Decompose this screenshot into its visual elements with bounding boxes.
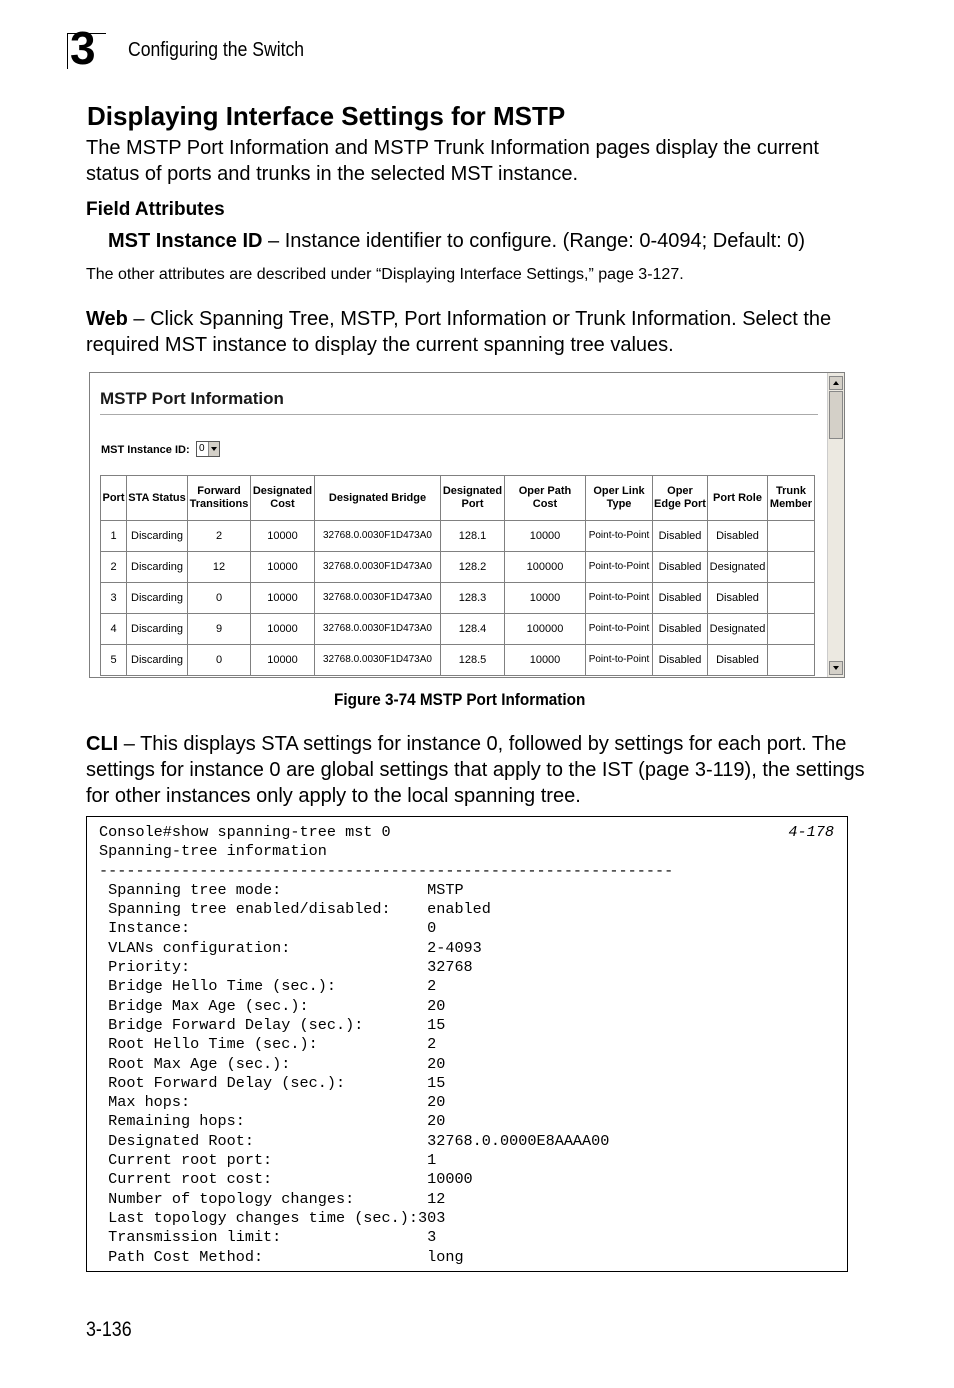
field-attribute-item bbox=[108, 230, 805, 253]
mst-instance-value: 0 bbox=[199, 443, 205, 454]
cell-port: 1 bbox=[101, 521, 127, 552]
vertical-scrollbar[interactable] bbox=[827, 373, 845, 677]
cell-designated-cost: 10000 bbox=[251, 521, 315, 552]
cell-port-role: Disabled bbox=[708, 521, 768, 552]
cli-output-line: Transmission limit: 3 bbox=[108, 1228, 437, 1247]
cell-forward-transitions: 0 bbox=[188, 645, 251, 676]
cell-designated-bridge: 32768.0.0030F1D473A0 bbox=[315, 521, 441, 552]
cell-port: 5 bbox=[101, 645, 127, 676]
cell-oper-path-cost: 100000 bbox=[505, 552, 586, 583]
table-row bbox=[101, 583, 815, 614]
cli-output-line: Bridge Forward Delay (sec.): 15 bbox=[108, 1015, 446, 1034]
cli-output-line: Instance: 0 bbox=[108, 919, 437, 938]
col-header-sta-status: STA Status bbox=[127, 476, 188, 521]
col-header-oper-path-cost: Oper Path Cost bbox=[505, 476, 586, 521]
cell-forward-transitions: 2 bbox=[188, 521, 251, 552]
cell-designated-cost: 10000 bbox=[251, 614, 315, 645]
cell-oper-link-type: Point-to-Point bbox=[586, 521, 653, 552]
section-title: Displaying Interface Settings for MSTP bbox=[87, 101, 566, 131]
cell-forward-transitions: 12 bbox=[188, 552, 251, 583]
cell-port-role: Disabled bbox=[708, 583, 768, 614]
table-header-row bbox=[101, 476, 815, 521]
cell-designated-cost: 10000 bbox=[251, 583, 315, 614]
cell-sta-status: Discarding bbox=[127, 521, 188, 552]
cell-port-role: Disabled bbox=[708, 645, 768, 676]
cli-output-line: Priority: 32768 bbox=[108, 958, 473, 977]
cell-designated-port: 128.3 bbox=[441, 583, 505, 614]
cell-sta-status: Discarding bbox=[127, 583, 188, 614]
title-divider bbox=[100, 414, 818, 416]
cell-designated-port: 128.1 bbox=[441, 521, 505, 552]
cli-output-lines bbox=[99, 842, 673, 1265]
cell-oper-edge-port: Disabled bbox=[653, 614, 708, 645]
chapter-title: Configuring the Switch bbox=[128, 39, 305, 61]
cli-output bbox=[99, 823, 673, 1267]
cell-forward-transitions: 0 bbox=[188, 583, 251, 614]
col-header-forward-transitions: Forward Transitions bbox=[188, 476, 251, 521]
cell-sta-status: Discarding bbox=[127, 552, 188, 583]
cell-designated-bridge: 32768.0.0030F1D473A0 bbox=[315, 552, 441, 583]
col-header-port-role: Port Role bbox=[708, 476, 768, 521]
table-row bbox=[101, 614, 815, 645]
cli-command: Console#show spanning-tree mst 0 bbox=[99, 823, 391, 841]
cell-designated-bridge: 32768.0.0030F1D473A0 bbox=[315, 645, 441, 676]
cell-oper-edge-port: Disabled bbox=[653, 583, 708, 614]
cli-output-line: Number of topology changes: 12 bbox=[108, 1189, 446, 1208]
cell-oper-edge-port: Disabled bbox=[653, 645, 708, 676]
cli-output-line: Last topology changes time (sec.):303 bbox=[108, 1208, 446, 1227]
cell-port: 3 bbox=[101, 583, 127, 614]
cli-output-line: Remaining hops: 20 bbox=[108, 1112, 446, 1131]
cell-port-role: Designated bbox=[708, 552, 768, 583]
cli-output-line: Designated Root: 32768.0.0000E8AAAA00 bbox=[108, 1131, 610, 1150]
cell-trunk-member bbox=[768, 552, 815, 583]
cell-sta-status: Discarding bbox=[127, 645, 188, 676]
cell-designated-bridge: 32768.0.0030F1D473A0 bbox=[315, 614, 441, 645]
command-reference: 4-178 bbox=[788, 823, 834, 841]
cell-forward-transitions: 9 bbox=[188, 614, 251, 645]
cli-output-line: Path Cost Method: long bbox=[99, 1247, 464, 1266]
figure-page-title: MSTP Port Information bbox=[100, 389, 284, 408]
cli-output-line: Root Hello Time (sec.): 2 bbox=[108, 1035, 437, 1054]
cell-oper-edge-port: Disabled bbox=[653, 552, 708, 583]
cell-designated-port: 128.2 bbox=[441, 552, 505, 583]
cli-output-line: Bridge Hello Time (sec.): 2 bbox=[108, 977, 437, 996]
page-number: 3-136 bbox=[86, 1318, 132, 1341]
scroll-down-icon[interactable] bbox=[829, 661, 843, 675]
field-name: MST Instance ID bbox=[108, 230, 263, 252]
cell-trunk-member bbox=[768, 583, 815, 614]
mst-instance-select[interactable] bbox=[196, 441, 220, 457]
cell-trunk-member bbox=[768, 614, 815, 645]
cli-output-line: Max hops: 20 bbox=[108, 1093, 446, 1112]
cell-trunk-member bbox=[768, 521, 815, 552]
cli-output-line: Current root port: 1 bbox=[108, 1151, 437, 1170]
figure-caption: Figure 3-74 MSTP Port Information bbox=[334, 690, 586, 709]
field-attributes-heading: Field Attributes bbox=[86, 199, 225, 220]
other-attributes-note: The other attributes are described under “Displaying Interface Settings,” page 3-127. bbox=[86, 266, 684, 283]
cell-oper-link-type: Point-to-Point bbox=[586, 552, 653, 583]
cli-output-box bbox=[86, 816, 848, 1272]
table-row bbox=[101, 645, 815, 676]
web-text: – Click Spanning Tree, MSTP, Port Information or Trunk Information. Select the required MST instance to display the current spanning tree values. bbox=[86, 308, 832, 356]
cell-designated-cost: 10000 bbox=[251, 645, 315, 676]
col-header-port: Port bbox=[101, 476, 127, 521]
col-header-trunk-member: Trunk Member bbox=[768, 476, 815, 521]
cell-oper-link-type: Point-to-Point bbox=[586, 614, 653, 645]
cli-output-line: Root Max Age (sec.): 20 bbox=[108, 1054, 446, 1073]
col-header-oper-link-type: Oper Link Type bbox=[586, 476, 653, 521]
cell-designated-cost: 10000 bbox=[251, 552, 315, 583]
table-row bbox=[101, 521, 815, 552]
cli-paragraph bbox=[86, 731, 866, 809]
cell-port: 4 bbox=[101, 614, 127, 645]
cell-oper-path-cost: 10000 bbox=[505, 645, 586, 676]
cli-text: – This displays STA settings for instance 0, followed by settings for each port. The settings for instance 0 are global settings that apply to the IST (page 3-119), the settings for other instances only apply to the local spanning tree. bbox=[86, 733, 865, 807]
cell-designated-port: 128.4 bbox=[441, 614, 505, 645]
cli-label: CLI bbox=[86, 733, 119, 755]
cell-oper-edge-port: Disabled bbox=[653, 521, 708, 552]
cli-output-line: Current root cost: 10000 bbox=[108, 1170, 473, 1189]
chevron-down-icon[interactable] bbox=[208, 442, 219, 456]
cli-output-line: Bridge Max Age (sec.): 20 bbox=[108, 996, 446, 1015]
web-paragraph bbox=[86, 306, 866, 358]
cli-output-line: Root Forward Delay (sec.): 15 bbox=[108, 1073, 446, 1092]
cell-oper-link-type: Point-to-Point bbox=[586, 645, 653, 676]
chapter-number: 3 bbox=[70, 22, 96, 74]
col-header-designated-cost: Designated Cost bbox=[251, 476, 315, 521]
col-header-oper-edge-port: Oper Edge Port bbox=[653, 476, 708, 521]
cell-port-role: Designated bbox=[708, 614, 768, 645]
mstp-port-information-screenshot bbox=[89, 372, 845, 678]
cell-trunk-member bbox=[768, 645, 815, 676]
table-row bbox=[101, 552, 815, 583]
cli-output-line: Spanning tree enabled/disabled: enabled bbox=[108, 900, 491, 919]
field-description: – Instance identifier to configure. (Range: 0-4094; Default: 0) bbox=[262, 230, 806, 252]
cli-output-line: VLANs configuration: 2-4093 bbox=[108, 938, 482, 957]
cell-designated-port: 128.5 bbox=[441, 645, 505, 676]
cell-port: 2 bbox=[101, 552, 127, 583]
col-header-designated-bridge: Designated Bridge bbox=[315, 476, 441, 521]
cli-output-line: --------------------------------------------------------------- bbox=[99, 861, 674, 880]
cell-designated-bridge: 32768.0.0030F1D473A0 bbox=[315, 583, 441, 614]
scroll-up-icon[interactable] bbox=[829, 376, 843, 390]
web-label: Web bbox=[86, 308, 128, 330]
port-information-table bbox=[100, 475, 815, 676]
mst-instance-label: MST Instance ID: bbox=[101, 444, 190, 456]
cli-output-line: Spanning-tree information bbox=[99, 842, 327, 861]
cell-oper-link-type: Point-to-Point bbox=[586, 583, 653, 614]
cell-oper-path-cost: 10000 bbox=[505, 521, 586, 552]
cli-output-line: Spanning tree mode: MSTP bbox=[108, 880, 464, 899]
cell-oper-path-cost: 100000 bbox=[505, 614, 586, 645]
col-header-designated-port: Designated Port bbox=[441, 476, 505, 521]
cell-sta-status: Discarding bbox=[127, 614, 188, 645]
cell-oper-path-cost: 10000 bbox=[505, 583, 586, 614]
intro-paragraph: The MSTP Port Information and MSTP Trunk Information pages display the current status of ports and trunks in the selected MST instance. bbox=[86, 137, 819, 185]
scrollbar-thumb[interactable] bbox=[829, 391, 843, 439]
